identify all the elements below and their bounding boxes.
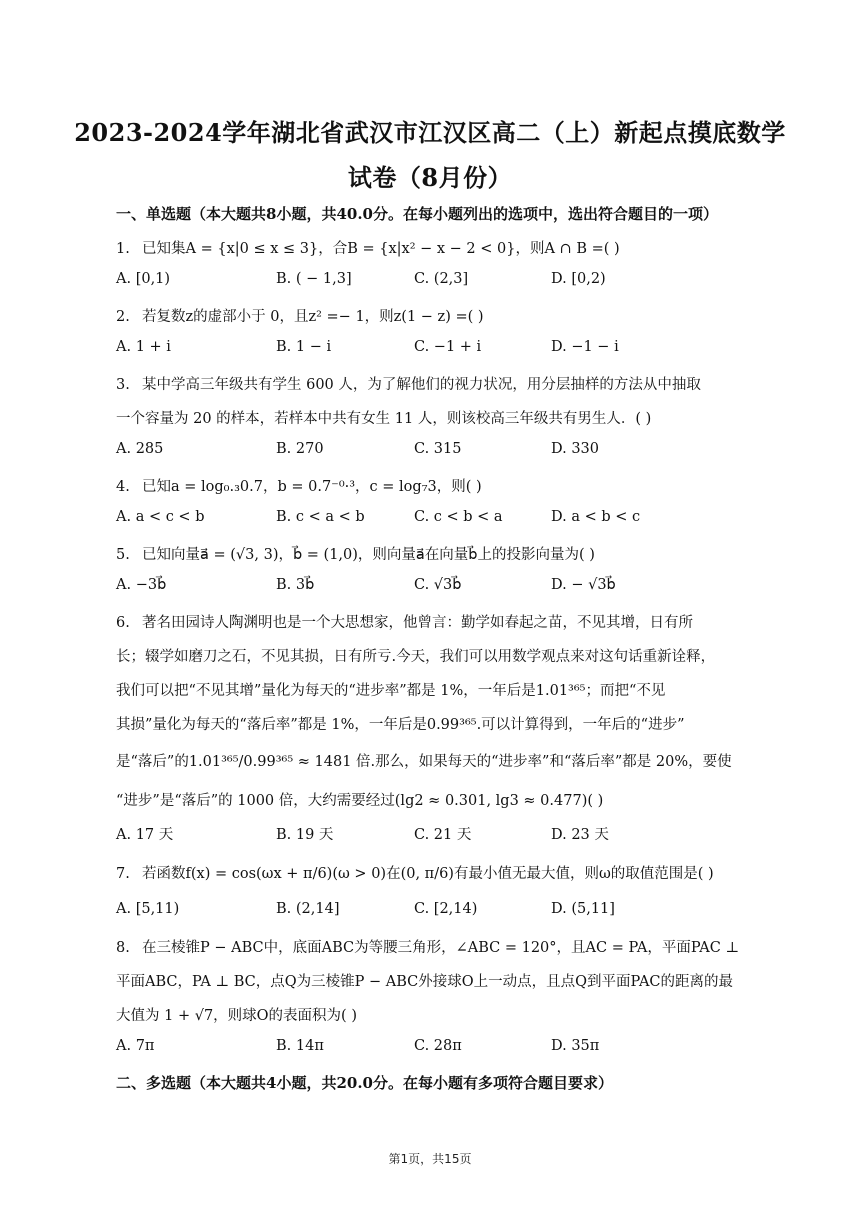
- option-c: C. 28π: [414, 1038, 462, 1054]
- option-a: A. −3b⃗: [116, 577, 167, 593]
- option-a: A. 1 + i: [116, 339, 171, 355]
- question-1-line: [116, 237, 620, 258]
- option-d: D. [0,2): [551, 271, 606, 287]
- question-4-line: [116, 475, 482, 496]
- question-5-options: [116, 577, 756, 599]
- question-number: 1.: [116, 241, 130, 257]
- option-c: C. (2,3]: [414, 271, 469, 287]
- question-6-line-5: 是“落后”的1.01³⁶⁵/0.99³⁶⁵ ≈ 1481 倍.那么，如果每天的“进步率”和“落后率”都是 20%，要使: [116, 754, 732, 770]
- question-7-line: [116, 862, 714, 883]
- question-text: 著名田园诗人陶渊明也是一个大思想家，他曾言：勤学如春起之苗，不见其增，日有所: [142, 615, 693, 631]
- question-text: 在三棱锥P − ABC中，底面ABC为等腰三角形，∠ABC = 120°，且AC = PA，平面PAC ⊥: [142, 940, 740, 956]
- option-d: D. (5,11]: [551, 901, 615, 917]
- option-b: B. 19 天: [276, 827, 334, 843]
- question-8-options: [116, 1038, 756, 1060]
- question-6-line-2: 长；辍学如磨刀之石，不见其损，日有所亏.今天，我们可以用数学观点来对这句话重新诠释，: [116, 649, 716, 665]
- question-6-options: [116, 823, 756, 845]
- question-number: 8.: [116, 940, 130, 956]
- question-text: 若复数z的虚部小于 0，且z² =− 1，则z(1 − z) =( ): [142, 309, 484, 325]
- option-a: A. [5,11): [116, 901, 180, 917]
- question-5-line: [116, 543, 595, 564]
- option-d: D. 35π: [551, 1038, 600, 1054]
- page-title-line2: 试卷（8月份）: [347, 163, 513, 192]
- question-2-options: [116, 339, 756, 361]
- question-6-line-6: “进步”是“落后”的 1000 倍，大约需要经过(lg2 ≈ 0.301, lg3 ≈ 0.477)( ): [116, 793, 604, 809]
- question-6-line-4: 其损”量化为每天的“落后率”都是 1%，一年后是0.99³⁶⁵.可以计算得到，一年后的“进步”: [116, 717, 685, 733]
- option-d: D. − √3b⃗: [551, 577, 616, 593]
- question-8-line-1: [116, 936, 739, 957]
- question-number: 7.: [116, 866, 130, 882]
- question-text: 已知向量a⃗ = (√3, 3)，b⃗ = (1,0)，则向量a⃗在向量b⃗上的投影向量为( ): [142, 547, 595, 563]
- question-text: 若函数f(x) = cos(ωx + π/6)(ω > 0)在(0, π/6)有最小值无最大值，则ω的取值范围是( ): [142, 866, 714, 882]
- option-a: A. 17 天: [116, 827, 174, 843]
- option-a: A. a < c < b: [116, 509, 205, 525]
- option-a: A. [0,1): [116, 271, 171, 287]
- question-8-line-2: 平面ABC，PA ⊥ BC，点Q为三棱锥P − ABC外接球O上一动点，且点Q到平面PAC的距离的最: [116, 974, 734, 990]
- option-b: B. 14π: [276, 1038, 324, 1054]
- question-4-options: [116, 509, 756, 531]
- option-c: C. [2,14): [414, 901, 478, 917]
- option-b: B. ( − 1,3]: [276, 271, 352, 287]
- question-2-line: [116, 305, 484, 326]
- question-number: 2.: [116, 309, 130, 325]
- question-6-line-1: [116, 611, 693, 632]
- question-3-options: [116, 441, 756, 463]
- question-number: 3.: [116, 377, 130, 393]
- option-a: A. 7π: [116, 1038, 155, 1054]
- option-d: D. 23 天: [551, 827, 609, 843]
- question-1-options: [116, 271, 756, 293]
- option-d: D. a < b < c: [551, 509, 641, 525]
- question-text: 已知集A = {x|0 ≤ x ≤ 3}，合B = {x|x² − x − 2 < 0}，则A ∩ B =( ): [142, 241, 620, 257]
- option-d: D. −1 − i: [551, 339, 619, 355]
- option-b: B. (2,14]: [276, 901, 340, 917]
- section-heading-multi-choice: 二、多选题（本大题共4小题，共20.0分。在每小题有多项符合题目要求）: [116, 1074, 613, 1092]
- question-6-line-3: 我们可以把“不见其增”量化为每天的“进步率”都是 1%，一年后是1.01³⁶⁵；而把“不见: [116, 683, 666, 699]
- page-title-line1: 2023-2024学年湖北省武汉市江汉区高二（上）新起点摸底数学: [74, 118, 786, 147]
- question-8-line-3: 大值为 1 + √7，则球O的表面积为( ): [116, 1008, 357, 1024]
- option-c: C. √3b⃗: [414, 577, 462, 593]
- option-b: B. 1 − i: [276, 339, 332, 355]
- option-d: D. 330: [551, 441, 600, 457]
- option-c: C. 315: [414, 441, 462, 457]
- option-c: C. −1 + i: [414, 339, 482, 355]
- question-number: 5.: [116, 547, 130, 563]
- option-b: B. 270: [276, 441, 324, 457]
- section-heading-single-choice: 一、单选题（本大题共8小题，共40.0分。在每小题列出的选项中，选出符合题目的一项）: [116, 205, 718, 223]
- question-7-options: [116, 901, 756, 923]
- question-3-line-2: 一个容量为 20 的样本，若样本中共有女生 11 人，则该校高三年级共有男生人．( ): [116, 411, 652, 427]
- option-b: B. c < a < b: [276, 509, 365, 525]
- question-text: 已知a = log₀.₃0.7，b = 0.7⁻⁰·³，c = log₇3，则( ): [142, 479, 482, 495]
- option-b: B. 3b⃗: [276, 577, 315, 593]
- question-text: 某中学高三年级共有学生 600 人，为了解他们的视力状况，用分层抽样的方法从中抽取: [142, 377, 701, 393]
- option-c: C. 21 天: [414, 827, 472, 843]
- question-number: 6.: [116, 615, 130, 631]
- question-3-line-1: [116, 373, 701, 394]
- option-a: A. 285: [116, 441, 164, 457]
- option-c: C. c < b < a: [414, 509, 503, 525]
- question-number: 4.: [116, 479, 130, 495]
- page-footer: 第1页，共15页: [388, 1152, 472, 1166]
